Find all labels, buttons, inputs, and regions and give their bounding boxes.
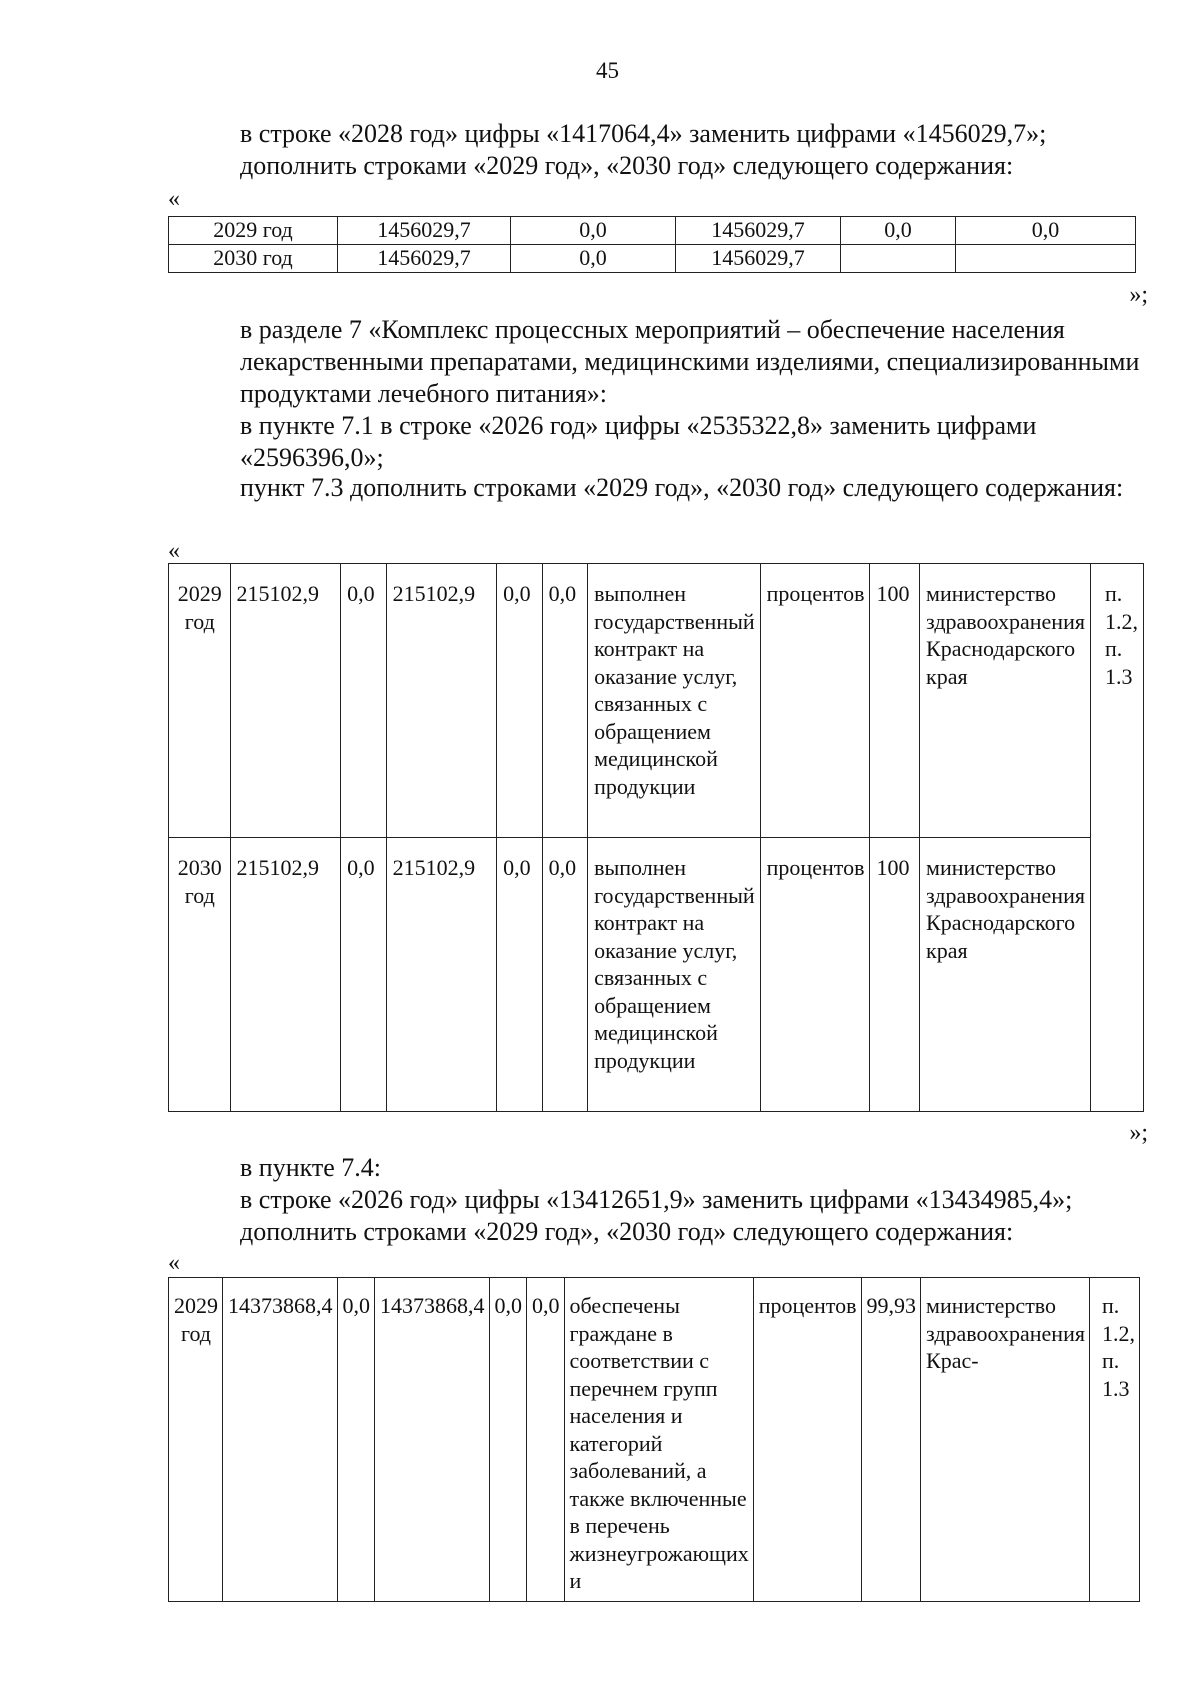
quote-close-1: »; (1129, 282, 1148, 308)
table-cell-result: выполнен государственный контракт на оказание услуг, связанных с обращением медицинской продукции (588, 564, 761, 838)
table-cell-total: 14373868,4 (223, 1278, 338, 1602)
table-cell: 215102,9 (386, 564, 497, 838)
table-cell: 14373868,4 (375, 1278, 490, 1602)
table-financing-1 (168, 216, 1136, 273)
table-cell: 1456029,7 (338, 217, 511, 245)
quote-open-2: « (168, 538, 180, 564)
table-cell: 0,0 (527, 1278, 565, 1602)
table-row (169, 245, 1136, 273)
table-cell-unit: процентов (760, 564, 870, 838)
table-cell-value: 100 (870, 564, 920, 838)
paragraph-2028-replacement: в строке «2028 год» цифры «1417064,4» заменить цифрами «1456029,7»; (240, 119, 1047, 148)
table-cell: 2030 год (169, 245, 338, 273)
table-cell-responsible: министерство здравоохранения Краснодарского края (920, 838, 1091, 1112)
table-cell-responsible: министерство здравоохранения Краснодарского края (920, 564, 1091, 838)
table-cell-unit: процентов (753, 1278, 861, 1602)
paragraph-section-7 (240, 314, 1145, 410)
table-row (169, 838, 1144, 1112)
paragraph-section-7-text: в разделе 7 «Комплекс процессных мероприятий – обеспечение населения лекарственными препаратами, медицинскими изделиями, специализированными продуктами лечебного питания»: (240, 315, 1140, 408)
table-7-3 (168, 563, 1144, 1112)
table-cell (956, 245, 1136, 273)
table-cell-result: выполнен государственный контракт на оказание услуг, связанных с обращением медицинской продукции (588, 838, 761, 1112)
quote-open-1: « (168, 186, 180, 212)
table-row (169, 1278, 1140, 1602)
table-cell-responsible: министерство здравоохранения Крас- (921, 1278, 1090, 1602)
table-cell: 0,0 (497, 838, 542, 1112)
table-cell-value: 100 (870, 838, 920, 1112)
table-cell: 0,0 (511, 245, 676, 273)
paragraph-7-1: в пункте 7.1 в строке «2026 год» цифры «2535322,8» заменить цифрами «2596396,0»; (240, 411, 1037, 472)
paragraph-add-rows-2: дополнить строками «2029 год», «2030 год» следующего содержания: (240, 1217, 1014, 1246)
page-number: 45 (596, 58, 619, 83)
table-cell: 2029 год (169, 217, 338, 245)
table-row (169, 564, 1144, 838)
table-cell: 0,0 (511, 217, 676, 245)
paragraph-7-3: пункт 7.3 дополнить строками «2029 год», «2030 год» следующего содержания: (240, 473, 1124, 502)
quote-close-2: »; (1129, 1120, 1148, 1146)
table-cell-ref: п. 1.2, п. 1.3 (1091, 564, 1144, 1112)
table-cell: 0,0 (542, 838, 587, 1112)
table-cell: 0,0 (542, 564, 587, 838)
table-cell-year: 2029 год (169, 564, 231, 838)
paragraph-add-rows-1: дополнить строками «2029 год», «2030 год» следующего содержания: (240, 151, 1014, 180)
table-cell-result: обеспечены граждане в соответствии с перечнем групп населения и категорий заболеваний, а также включенные в перечень жизнеугрожающих и (564, 1278, 753, 1602)
table-row (169, 217, 1136, 245)
table-cell (841, 245, 956, 273)
table-cell-total: 215102,9 (230, 564, 341, 838)
table-cell: 0,0 (489, 1278, 527, 1602)
table-cell: 1456029,7 (338, 245, 511, 273)
table-cell-unit: процентов (760, 838, 870, 1112)
table-cell: 0,0 (341, 838, 386, 1112)
table-cell: 0,0 (956, 217, 1136, 245)
table-cell-year: 2030 год (169, 838, 231, 1112)
quote-open-3: « (168, 1250, 180, 1276)
table-cell: 1456029,7 (676, 245, 841, 273)
table-cell: 0,0 (337, 1278, 375, 1602)
table-cell: 1456029,7 (676, 217, 841, 245)
table-cell-ref: п. 1.2, п. 1.3 (1089, 1278, 1139, 1602)
table-cell-value: 99,93 (861, 1278, 921, 1602)
paragraph-2026-replacement: в строке «2026 год» цифры «13412651,9» заменить цифрами «13434985,4»; (240, 1185, 1073, 1214)
table-7-4 (168, 1277, 1140, 1602)
table-cell: 0,0 (841, 217, 956, 245)
paragraph-7-4: в пункте 7.4: (240, 1153, 382, 1182)
table-cell-year: 2029 год (169, 1278, 223, 1602)
table-cell: 0,0 (341, 564, 386, 838)
table-cell-total: 215102,9 (230, 838, 341, 1112)
table-cell: 0,0 (497, 564, 542, 838)
table-cell: 215102,9 (386, 838, 497, 1112)
